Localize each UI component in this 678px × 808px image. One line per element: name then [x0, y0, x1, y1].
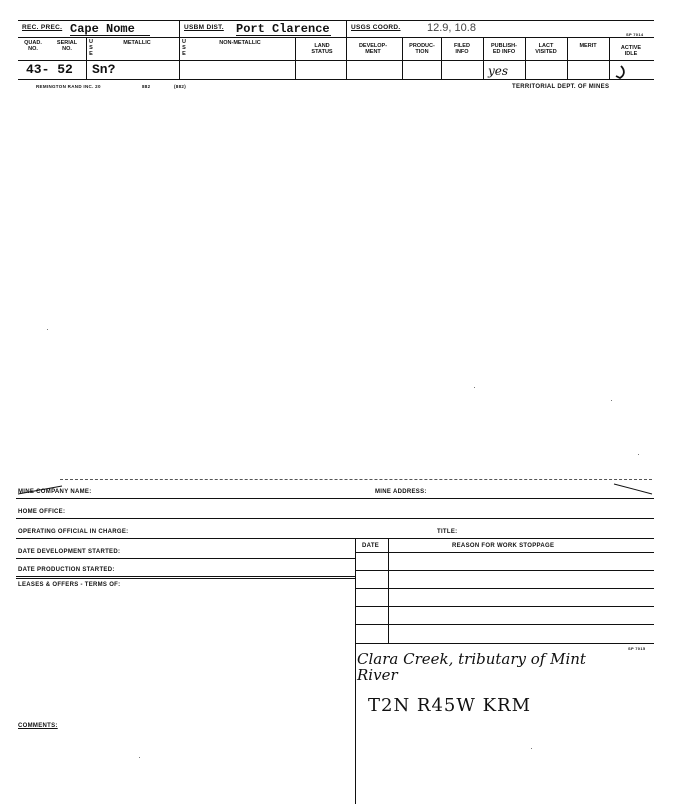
- col-last-visited: LACT VISITED: [535, 43, 557, 55]
- top-border: [18, 20, 654, 21]
- col-divider: [483, 37, 484, 79]
- scan-speck: [611, 400, 612, 401]
- usgs-coord-value: 12.9, 10.8: [427, 22, 476, 34]
- col-land-status: LAND STATUS: [311, 43, 333, 55]
- usgs-coord-label: USGS COORD.: [351, 24, 401, 31]
- col-quad-no: QUAD. NO.: [24, 40, 42, 52]
- col-non-metallic: NON-METALLIC: [219, 40, 261, 46]
- form-number-2: SP 7015: [628, 646, 646, 651]
- home-office-label: HOME OFFICE:: [18, 509, 66, 515]
- col-active-idle: ACTIVE IDLE: [620, 45, 642, 57]
- mine-address-label: MINE ADDRESS:: [375, 489, 427, 495]
- column-header-top: [18, 37, 654, 38]
- location-note-line1: Clara Creek, tributary of Mint: [357, 650, 586, 668]
- scan-speck: [474, 387, 475, 388]
- col-published-info: PUBLISH- ED INFO: [491, 43, 517, 55]
- col-use-2: U S E: [182, 39, 186, 57]
- printer-imprint: REMINGTON RAND INC. 20: [36, 84, 101, 89]
- scan-speck: [47, 329, 48, 330]
- col-use-1: U S E: [89, 39, 93, 57]
- col-divider: [402, 37, 403, 79]
- col-merit: MERIT: [579, 43, 597, 49]
- active-idle-checkmark-icon: [614, 64, 628, 82]
- entry-row-bottom: [18, 79, 654, 80]
- lower-form-top-line: [60, 479, 652, 480]
- mine-company-name-label: MINE COMPANY NAME:: [18, 489, 92, 495]
- date-row-line: [355, 606, 654, 607]
- rec-prec-underline: [70, 35, 150, 36]
- date-development-label: DATE DEVELOPMENT STARTED:: [18, 549, 121, 555]
- township-note: T2N R45W KRM: [368, 695, 532, 716]
- official-row-bottom: [16, 538, 654, 539]
- usbm-dist-value: Port Clarence: [236, 22, 330, 36]
- scan-speck: [139, 757, 140, 758]
- location-note-line2: River: [357, 666, 398, 684]
- col-production: PRODUC- TION: [409, 43, 435, 55]
- rec-prec-label: REC. PREC.: [22, 24, 63, 31]
- col-divider: [346, 37, 347, 79]
- date-row-line: [355, 570, 654, 571]
- home-office-row-bottom: [16, 518, 654, 519]
- date-row-line: [355, 588, 654, 589]
- code-b: (882): [174, 84, 187, 89]
- operating-official-label: OPERATING OFFICIAL IN CHARGE:: [18, 529, 129, 535]
- corner-stroke-icon: [612, 482, 654, 496]
- entry-published-info: yes: [488, 64, 509, 78]
- date-row-line: [355, 643, 654, 644]
- col-divider: [86, 37, 87, 79]
- date-header-bottom: [355, 552, 654, 553]
- code-a: 882: [142, 84, 151, 89]
- usbm-dist-underline: [236, 35, 331, 36]
- col-divider: [295, 37, 296, 79]
- production-row-bottom: [16, 576, 355, 577]
- development-row-bottom: [16, 558, 355, 559]
- col-filed-info: FILED INFO: [454, 43, 470, 55]
- header-divider: [346, 20, 347, 37]
- date-column-divider: [388, 538, 389, 643]
- usbm-dist-label: USBM DIST.: [184, 24, 224, 31]
- date-production-label: DATE PRODUCTION STARTED:: [18, 567, 115, 573]
- entry-metallic: Sn?: [92, 62, 116, 77]
- col-divider: [179, 37, 180, 79]
- col-divider: [441, 37, 442, 79]
- right-section-divider: [355, 538, 356, 804]
- leases-offers-label: LEASES & OFFERS - TERMS OF:: [18, 582, 121, 588]
- col-metallic: METALLIC: [123, 40, 151, 46]
- production-row-bottom-2: [16, 578, 355, 579]
- date-row-line: [355, 624, 654, 625]
- form-number: SP 7014: [626, 32, 644, 37]
- col-development: DEVELOP- MENT: [358, 43, 388, 55]
- rec-prec-value: Cape Nome: [70, 22, 135, 36]
- reason-header: REASON FOR WORK STOPPAGE: [452, 543, 555, 549]
- date-header: DATE: [362, 543, 380, 549]
- title-label: TITLE:: [437, 529, 458, 535]
- entry-quad-serial: 43- 52: [26, 62, 73, 77]
- company-row-bottom: [16, 498, 654, 499]
- col-divider: [567, 37, 568, 79]
- scan-speck: [531, 748, 532, 749]
- column-header-bottom: [18, 60, 654, 61]
- agency-name: TERRITORIAL DEPT. OF MINES: [512, 84, 610, 90]
- scan-speck: [638, 454, 639, 455]
- header-divider: [179, 20, 180, 37]
- col-serial-no: SERIAL NO.: [56, 40, 78, 52]
- comments-label: COMMENTS:: [18, 723, 58, 729]
- col-divider: [609, 37, 610, 79]
- col-divider: [525, 37, 526, 79]
